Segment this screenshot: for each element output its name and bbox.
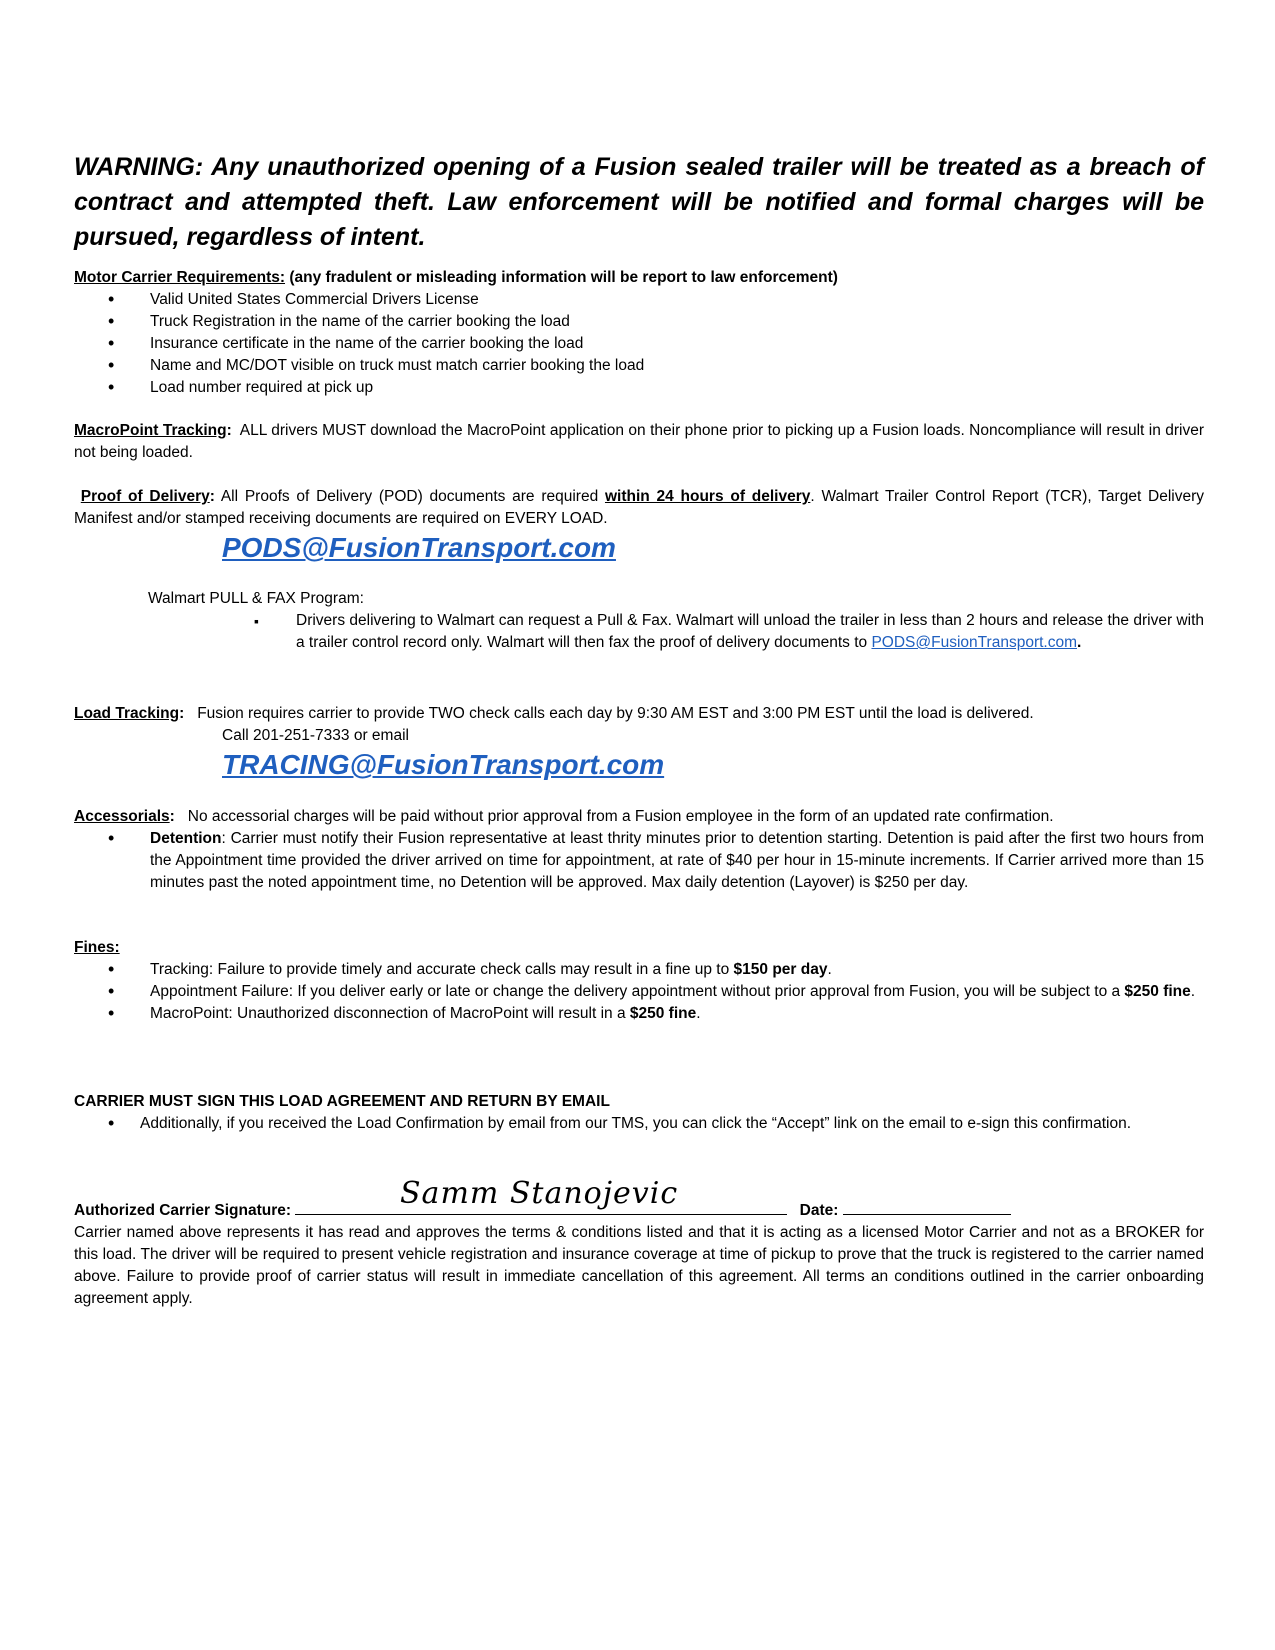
signature-line[interactable] <box>295 1214 787 1215</box>
carrier-sign-heading: CARRIER MUST SIGN THIS LOAD AGREEMENT AND RETURN BY EMAIL <box>74 1093 610 1110</box>
tracing-email-link[interactable]: TRACING@FusionTransport.com <box>222 749 665 780</box>
detention-text: : Carrier must notify their Fusion representative at least thrity minutes prior to detention starting. Detention is paid after the first two hours from the Appointment time provided the driver arrived on time for appointment, at rate of $40 per hour in 15-minute increments. If Carrier arrived more than 15 minutes past the noted appointment time, no Detention will be approved. Max daily detention (Layover) is $250 per day. <box>150 830 1204 891</box>
pod-heading: Proof of Delivery <box>80 488 210 505</box>
motor-carrier-heading: Motor Carrier Requirements: <box>74 269 286 286</box>
load-tracking-text: Fusion requires carrier to provide TWO check calls each day by 9:30 AM EST and 3:00 PM EST until the load is delivered. <box>197 705 1034 722</box>
handwritten-signature: Samm Stanojevic <box>400 1176 679 1211</box>
accessorials-section: Accessorials: No accessorial charges will be paid without prior approval from a Fusion employee in the form of an updated rate confirmation. • Detention: Carrier must notify their Fusion representative at least thrity minutes prior to detention starting. Detention is paid after the first two hours from the Appointment time provided the driver arrived on time for appointment, at rate of $40 per hour in 15-minute increments. If Carrier arrived more than 15 minutes past the noted appointment time, no Detention will be approved. Max daily detention (Layover) is $250 per day. <box>74 806 1204 894</box>
pod-text-before: All Proofs of Delivery (POD) documents are required <box>214 488 605 505</box>
fines-section <box>74 937 1204 1025</box>
list-item: • Valid United States Commercial Drivers License <box>74 289 1204 311</box>
pod-emphasis: within 24 hours of delivery <box>604 488 811 505</box>
pod-email-link[interactable]: PODS@FusionTransport.com <box>222 532 616 563</box>
pod-section: Proof of Delivery: All Proofs of Delivery (POD) documents are required within 24 hours of delivery. Walmart Trailer Control Report (TCR), Target Delivery Manifest and/or stamped receiving documents are required on EVERY LOAD. <box>74 488 1205 527</box>
list-item <box>74 828 1204 894</box>
macropoint-text: ALL drivers MUST download the MacroPoint application on their phone prior to picking up a Fusion loads. Noncompliance will result in driver not being loaded. <box>74 422 1205 461</box>
footer-text: Carrier named above represents it has read and approves the terms & conditions listed and that it is acting as a licensed Motor Carrier and not as a BROKER for this load. The driver will be required to present vehicle registration and insurance coverage at time of pickup to prove that the truck is registered to the carrier named above. Failure to provide proof of carrier status will result in immediate cancellation of this agreement. All terms an conditions outlined in the carrier onboarding agreement apply. <box>74 1224 1204 1307</box>
list-item: • Insurance certificate in the name of the carrier booking the load <box>74 333 1204 355</box>
motor-carrier-list <box>74 289 1204 399</box>
motor-carrier-note: (any fradulent or misleading information will be report to law enforcement) <box>285 269 838 286</box>
list-item: • MacroPoint: Unauthorized disconnection of MacroPoint will result in a $250 fine. <box>74 1003 1204 1025</box>
detention-label: Detention <box>150 830 222 847</box>
fines-heading: Fines: <box>74 939 120 956</box>
list-item: • Name and MC/DOT visible on truck must match carrier booking the load <box>74 355 1204 377</box>
macropoint-section: MacroPoint Tracking: ALL drivers MUST download the MacroPoint application on their phone prior to picking up a Fusion loads. Noncompliance will result in driver not being loaded. <box>74 422 1205 461</box>
warning-text: WARNING: Any unauthorized opening of a Fusion sealed trailer will be treated as a breach of contract and attempted theft. Law enforcement will be notified and formal charges will be pursued, regardless of intent. <box>74 153 1204 251</box>
load-tracking-call: Call 201-251-7333 or email <box>222 727 409 744</box>
load-tracking-heading: Load Tracking <box>74 705 180 722</box>
accessorials-text: No accessorial charges will be paid without prior approval from a Fusion employee in the form of an updated rate confirmation. <box>187 808 1054 825</box>
motor-carrier-section <box>74 267 1204 399</box>
date-label: Date: <box>799 1202 839 1219</box>
walmart-section <box>74 588 1204 654</box>
walmart-heading: Walmart PULL & FAX Program: <box>148 590 364 607</box>
list-item: • Load number required at pick up <box>74 377 1204 399</box>
carrier-sign-section <box>74 1091 1204 1135</box>
list-item: • Tracking: Failure to provide timely and accurate check calls may result in a fine up to $150 per day. <box>74 959 1204 981</box>
signature-label: Authorized Carrier Signature: <box>74 1202 292 1219</box>
walmart-text: Drivers delivering to Walmart can request a Pull & Fax. Walmart will unload the trailer in less than 2 hours and release the driver with a trailer control record only. Walmart will then fax the proof of delivery documents to <box>296 612 1204 651</box>
list-item: • Appointment Failure: If you deliver early or late or change the delivery appointment without prior approval from Fusion, you will be subject to a $250 fine. <box>74 981 1204 1003</box>
load-tracking-section: Load Tracking: Fusion requires carrier to provide TWO check calls each day by 9:30 AM EST and 3:00 PM EST until the load is delivered. Call 201-251-7333 or email <box>74 703 1204 747</box>
date-line[interactable] <box>843 1214 1011 1215</box>
accessorials-heading: Accessorials <box>74 808 170 825</box>
walmart-email-link[interactable]: PODS@FusionTransport.com <box>871 634 1077 651</box>
macropoint-heading: MacroPoint Tracking <box>74 422 227 439</box>
list-item: ▪ Drivers delivering to Walmart can request a Pull & Fax. Walmart will unload the trailer in less than 2 hours and release the driver with a trailer control record only. Walmart will then fax the proof of delivery documents to PODS@FusionTransport.com. <box>220 610 1204 654</box>
list-item: • Additionally, if you received the Load Confirmation by email from our TMS, you can click the “Accept” link on the email to e-sign this confirmation. <box>74 1113 1204 1135</box>
list-item: • Truck Registration in the name of the carrier booking the load <box>74 311 1204 333</box>
pod-text-after: . Walmart Trailer Control Report (TCR), Target Delivery Manifest and/or stamped receiving documents are required on EVERY LOAD. <box>74 488 1205 527</box>
